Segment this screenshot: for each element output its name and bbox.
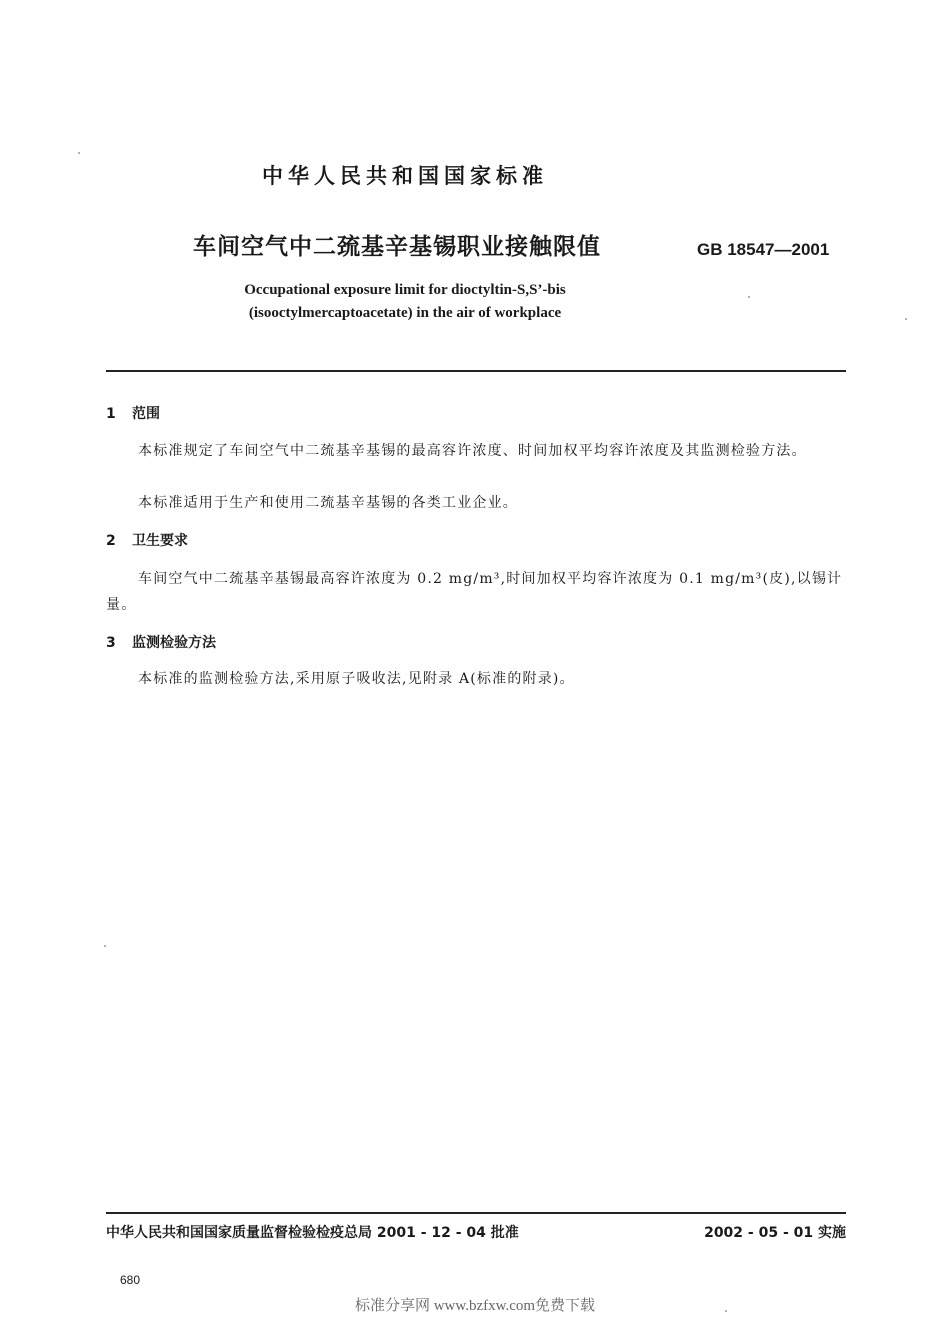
scan-speck <box>725 1310 727 1312</box>
section-title: 范围 <box>132 406 160 422</box>
section-heading-scope <box>106 403 160 423</box>
national-standard-label: 中华人民共和国国家标准 <box>262 164 548 188</box>
section-number: 3 <box>106 635 116 651</box>
section-number: 1 <box>106 406 116 422</box>
scan-speck <box>905 318 907 320</box>
standard-code: GB 18547—2001 <box>697 240 830 259</box>
paragraph: 车间空气中二巯基辛基锡最高容许浓度为 0.2 mg/m³,时间加权平均容许浓度为 0.1 mg/m³(皮),以锡计量。 <box>106 571 843 613</box>
section-number: 2 <box>106 533 116 549</box>
footer-divider <box>106 1212 846 1214</box>
approval-line: 中华人民共和国国家质量监督检验检疫总局 2001 - 12 - 04 批准 <box>106 1225 519 1241</box>
paragraph: 本标准适用于生产和使用二巯基辛基锡的各类工业企业。 <box>138 495 518 511</box>
document-title-cn: 车间空气中二巯基辛基锡职业接触限值 <box>193 234 601 260</box>
section-title: 卫生要求 <box>132 533 188 549</box>
site-watermark: 标准分享网 www.bzfxw.com免费下载 <box>354 1298 596 1314</box>
paragraph: 本标准的监测检验方法,采用原子吸收法,见附录 A(标准的附录)。 <box>138 671 575 687</box>
implementation-date: 2002 - 05 - 01 实施 <box>704 1225 846 1241</box>
document-title-en-line1: Occupational exposure limit for dioctyltin-S,S’-bis <box>244 282 566 298</box>
header-divider <box>106 370 846 372</box>
section-title: 监测检验方法 <box>132 635 216 651</box>
section-heading-monitoring-methods <box>106 632 216 652</box>
scan-speck <box>104 945 106 947</box>
scan-speck <box>748 296 750 298</box>
document-title-en-line2: (isooctylmercaptoacetate) in the air of workplace <box>248 305 562 321</box>
section-heading-hygiene-requirements <box>106 530 188 550</box>
scan-speck <box>78 152 80 154</box>
page-number: 680 <box>120 1273 141 1287</box>
paragraph: 本标准规定了车间空气中二巯基辛基锡的最高容许浓度、时间加权平均容许浓度及其监测检验方法。 <box>138 443 807 459</box>
